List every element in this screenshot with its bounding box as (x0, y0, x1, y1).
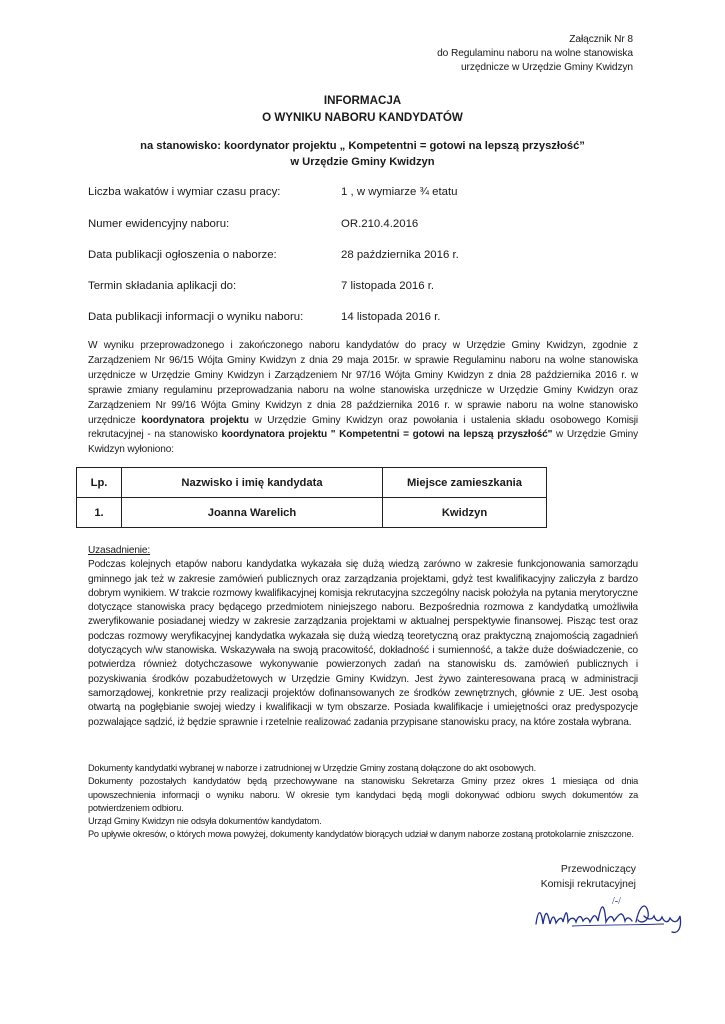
annex-line-1: Załącznik Nr 8 (569, 34, 633, 45)
info-label: Termin składania aplikacji do: (88, 280, 237, 292)
info-value: OR.210.4.2016 (341, 218, 419, 230)
signature-line-1: Przewodniczący (560, 864, 636, 875)
result-bold-2: koordynatora projektu " Kompetentni = gotowi na lepszą przyszłość" (221, 429, 553, 441)
result-text-3: w Urzędzie Gminy Kwidzyn wyłoniono: (88, 429, 638, 456)
info-value: 1 , w wymiarze ¾ etatu (341, 186, 458, 198)
header-residence: Miejsce zamieszkania (383, 468, 547, 498)
info-row-vacancies (88, 186, 648, 202)
cell-residence: Kwidzyn (383, 498, 547, 528)
result-text-1: W wyniku przeprowadzonego i zakończonego naboru kandydatów do pracy w Urzędzie Gminy Kwidzyn, zgodnie z Zarządzeniem Nr 96/15 Wójta Gminy Kwidzyn z dnia 29 maja 2015r. w sprawie Regulaminu naboru na wolne stanowiska urzędnicze w Urzędzie Gminy Kwidzyn i Zarządzeniem Nr 97/16 Wójta Gminy Kwidzyn z dnia 28 października 2016 r. w sprawie zmiany regulaminu przeprowadzania naboru na wolne stanowiska urzędnicze w Urzędzie Gminy Kwidzyn oraz Zarządzeniem Nr 99/16 Wójta Gminy Kwidzyn z dnia 28 października 2016 r. w sprawie naboru na wolne stanowisko urzędnicze (88, 340, 638, 426)
result-bold-1: koordynatora projektu (141, 414, 249, 426)
documents-note-3: Urząd Gminy Kwidzyn nie odsyła dokumentów kandydatom. (88, 816, 322, 827)
justification-heading: Uzasadnienie: (88, 545, 151, 556)
signature-mark-text: /-/ (612, 896, 621, 907)
documents-notes (88, 762, 638, 842)
result-paragraph (88, 339, 638, 458)
annex-note (437, 33, 633, 75)
info-label: Liczba wakatów i wymiar czasu pracy: (88, 186, 281, 198)
document-title (0, 92, 725, 126)
title-line-2: O WYNIKU NABORU KANDYDATÓW (262, 111, 463, 124)
info-row-publication-date (88, 249, 648, 265)
justification-text: Podczas kolejnych etapów naboru kandydatka wykazała się dużą wiedzą zarówno w zakresie funkcjonowania samorządu gminnego jak też w zakresie zamówień publicznych oraz zarządzania projektami, gdyż test kwalifikacyjny zaliczyła z bardzo dobrym wynikiem. W trakcie rozmowy kwalifikacyjnej komisja rekrutacyjna szczególny nacisk położyła na pytania merytoryczne dotyczące stanowiska pracy będącego przedmiotem niniejszego naboru. Bezpośrednia rozmowa z kandydatką umożliwiła zweryfikowanie posiadanej wiedzy w zakresie zarządzania projektami w aktualnej perspektywie finansowej. Pisząc test oraz podczas rozmowy weryfikacyjnej kandydatka wykazała się dużą wiedzą teoretyczną oraz praktyczną znajomością zagadnień dotyczących w/w stanowiska. Wskazywała na swoją pracowitość, dokładność i sumienność, a także duże doświadczenie, co potwierdza również dotychczasowe wykonywanie powierzonych zadań na stanowisku ds. zamówień publicznych i pozyskiwania środków pozabudżetowych w Urzędzie Gminy Kwidzyn. Jest żywo zainteresowana pracą w administracji samorządowej, konkretnie przy realizacji projektów dofinansowanych ze środków zewnętrznych, głównie z UE. Jest osobą otwartą na pogłębianie swojej wiedzy i kwalifikacji w tym obszarze. Posiada kwalifikacje i umiejętności oraz predyspozycje pozwalające sądzić, iż będzie sprawnie i rzetelnie realizować zadania przypisane stanowisku pracy, na które została wybrana. (88, 559, 638, 728)
position-line-1: na stanowisko: koordynator projektu „ Kompetentni = gotowi na lepszą przyszłość” (140, 140, 585, 152)
signature-line-2: Komisji rekrutacyjnej (540, 879, 636, 890)
table-header-row (77, 468, 547, 498)
info-row-reference (88, 218, 648, 234)
info-label: Data publikacji ogłoszenia o naborze: (88, 249, 277, 261)
info-value: 28 października 2016 r. (341, 249, 459, 261)
cell-lp: 1. (77, 498, 122, 528)
info-row-result-date (88, 311, 648, 327)
info-value: 14 listopada 2016 r. (341, 311, 441, 323)
signature-underline (572, 924, 664, 926)
handwritten-signature (532, 894, 697, 936)
info-value: 7 listopada 2016 r. (341, 280, 435, 292)
annex-line-3: urzędnicze w Urzędzie Gminy Kwidzyn (460, 62, 633, 73)
info-label: Data publikacji informacji o wyniku naboru: (88, 311, 304, 323)
header-lp: Lp. (77, 468, 122, 498)
justification-section (88, 544, 638, 730)
documents-note-4: Po upływie okresów, o których mowa powyżej, dokumenty kandydatów biorących udział w danym naborze zostaną protokolarnie zniszczone. (88, 829, 634, 840)
documents-note-2: Dokumenty pozostałych kandydatów będą przechowywane na stanowisku Sekretarza Gminy przez okres 1 miesiąca od dnia upowszechnienia informacji o wyniku naboru. W okresie tym kandydaci będą mogli dokonywać odbioru swych dokumentów za potwierdzeniem odbioru. (88, 776, 638, 813)
candidate-table (76, 467, 547, 528)
info-label: Numer ewidencyjny naboru: (88, 218, 230, 230)
title-line-1: INFORMACJA (323, 94, 402, 107)
position-heading (0, 138, 725, 170)
table-row (77, 498, 547, 528)
result-text-2: w Urzędzie Gminy Kwidzyn oraz powołania i ustalenia składu osobowego Komisji rekrutacyjnej - na stanowisko (88, 414, 638, 441)
info-row-deadline (88, 280, 648, 296)
cell-name: Joanna Warelich (122, 498, 383, 528)
documents-note-1: Dokumenty kandydatki wybranej w naborze i zatrudnionej w Urzędzie Gminy zostaną dołączone do akt osobowych. (88, 763, 536, 773)
signature-stroke (536, 906, 681, 932)
annex-line-2: do Regulaminu naboru na wolne stanowiska (437, 48, 633, 59)
header-name: Nazwisko i imię kandydata (122, 468, 383, 498)
signature-block (541, 862, 636, 892)
position-line-2: w Urzędzie Gminy Kwidzyn (290, 156, 435, 168)
